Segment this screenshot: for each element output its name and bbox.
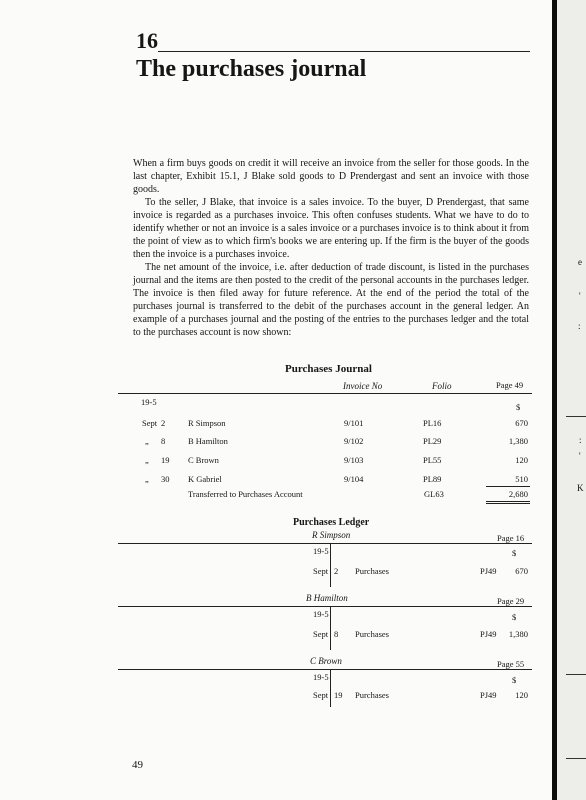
row-folio: PL89: [423, 474, 442, 484]
entry-day: 2: [334, 566, 339, 576]
adjacent-page-fragment: :: [578, 321, 581, 331]
journal-year: 19-5: [141, 397, 157, 407]
account-year: 19-5: [313, 609, 329, 619]
journal-total: 2,680: [508, 489, 528, 499]
entry-month: Sept: [313, 690, 329, 700]
account-rule: [118, 543, 532, 544]
adjacent-page-rule: [566, 674, 586, 675]
entry-month: Sept: [313, 629, 329, 639]
row-folio: PL29: [423, 436, 442, 446]
account-divider: [330, 543, 331, 587]
row-supplier: C Brown: [188, 455, 219, 465]
entry-day: 8: [334, 629, 339, 639]
body-text: [133, 157, 529, 339]
row-supplier: R Simpson: [188, 418, 226, 428]
entry-amount: 670: [515, 566, 528, 576]
row-month: Sept: [142, 418, 158, 428]
subtotal-rule: [486, 486, 530, 487]
entry-description: Purchases: [355, 690, 389, 700]
row-day: 19: [161, 455, 170, 465]
journal-title: Purchases Journal: [285, 363, 372, 375]
total-double-rule: [486, 503, 530, 504]
account-currency: $: [512, 548, 517, 558]
account-currency: $: [512, 675, 517, 685]
row-folio: PL55: [423, 455, 442, 465]
account-divider: [330, 669, 331, 707]
row-invoice: 9/104: [344, 474, 364, 484]
row-amount: 510: [515, 474, 528, 484]
row-folio: PL16: [423, 418, 442, 428]
row-month: „: [145, 436, 149, 446]
page-number: 49: [132, 759, 143, 771]
adjacent-page-fragment: e: [578, 257, 582, 267]
entry-day: 19: [334, 690, 343, 700]
account-rule: [118, 606, 532, 607]
account-page: Page 55: [497, 659, 525, 669]
transfer-label: Transferred to Purchases Account: [188, 489, 303, 499]
row-supplier: K Gabriel: [188, 474, 222, 484]
account-name: C Brown: [310, 656, 342, 666]
row-month: „: [145, 455, 149, 465]
entry-amount: 120: [515, 690, 528, 700]
entry-month: Sept: [313, 566, 329, 576]
account-page: Page 16: [497, 533, 525, 543]
row-day: 30: [161, 474, 170, 484]
row-day: 8: [161, 436, 166, 446]
row-amount: 120: [515, 455, 528, 465]
journal-header-rule: [118, 393, 532, 394]
journal-header-invoice: Invoice No: [343, 381, 383, 391]
transfer-folio: GL63: [424, 489, 444, 499]
account-name: R Simpson: [312, 530, 351, 540]
row-month: „: [145, 474, 149, 484]
paragraph: The net amount of the invoice, i.e. after deduction of trade discount, is listed in the purchases journal and the items are then posted to the credit of the personal accounts in the purchases ledger. The invoice is then filed away for future reference. At the end of the period the total of the purchases journal is transferred to the debit of the purchases account in the general ledger. An example of a purchases journal and the posting of the entries to the purchases ledger and the total to the purchases account is now shown:: [133, 262, 529, 338]
account-rule: [118, 669, 532, 670]
chapter-title: The purchases journal: [136, 56, 367, 82]
row-invoice: 9/102: [344, 436, 364, 446]
adjacent-page-fragment: :: [579, 435, 582, 445]
adjacent-page-rule: [566, 416, 586, 417]
total-double-rule: [486, 501, 530, 502]
adjacent-page-fragment: ': [579, 291, 581, 301]
entry-folio: PJ49: [480, 566, 497, 576]
row-amount: 670: [515, 418, 528, 428]
journal-page: Page 49: [496, 380, 524, 390]
entry-folio: PJ49: [480, 690, 497, 700]
row-invoice: 9/103: [344, 455, 364, 465]
entry-description: Purchases: [355, 629, 389, 639]
entry-description: Purchases: [355, 566, 389, 576]
journal-currency: $: [516, 402, 521, 412]
chapter-number: 16: [136, 28, 158, 53]
entry-folio: PJ49: [480, 629, 497, 639]
account-page: Page 29: [497, 596, 525, 606]
journal-header-folio: Folio: [432, 381, 452, 391]
ledger-title: Purchases Ledger: [293, 517, 370, 528]
adjacent-page-edge: [557, 0, 586, 800]
row-day: 2: [161, 418, 166, 428]
account-year: 19-5: [313, 546, 329, 556]
chapter-rule: [158, 51, 530, 52]
account-year: 19-5: [313, 672, 329, 682]
paragraph: To the seller, J Blake, that invoice is a sales invoice. To the buyer, D Prendergast, that same invoice is regarded as a purchases invoice. This often confuses students. What we have to do to identify whether or not an invoice is a sales invoice or a purchases invoice is to think about it from the point of view as to which firm's books we are entering up. If the firm is the buyer of the goods then the invoice is a purchases invoice.: [133, 197, 529, 260]
row-amount: 1,380: [508, 436, 528, 446]
row-invoice: 9/101: [344, 418, 364, 428]
adjacent-page-fragment: ': [579, 451, 581, 461]
adjacent-page-rule: [566, 758, 586, 759]
account-currency: $: [512, 612, 517, 622]
entry-amount: 1,380: [508, 629, 528, 639]
account-divider: [330, 606, 331, 650]
paragraph: When a firm buys goods on credit it will receive an invoice from the seller for those goods. In the last chapter, Exhibit 15.1, J Blake sold goods to D Prendergast and sent an invoice with those goods.: [133, 158, 529, 195]
account-name: B Hamilton: [306, 593, 348, 603]
adjacent-page-fragment: K: [577, 483, 584, 493]
row-supplier: B Hamilton: [188, 436, 228, 446]
